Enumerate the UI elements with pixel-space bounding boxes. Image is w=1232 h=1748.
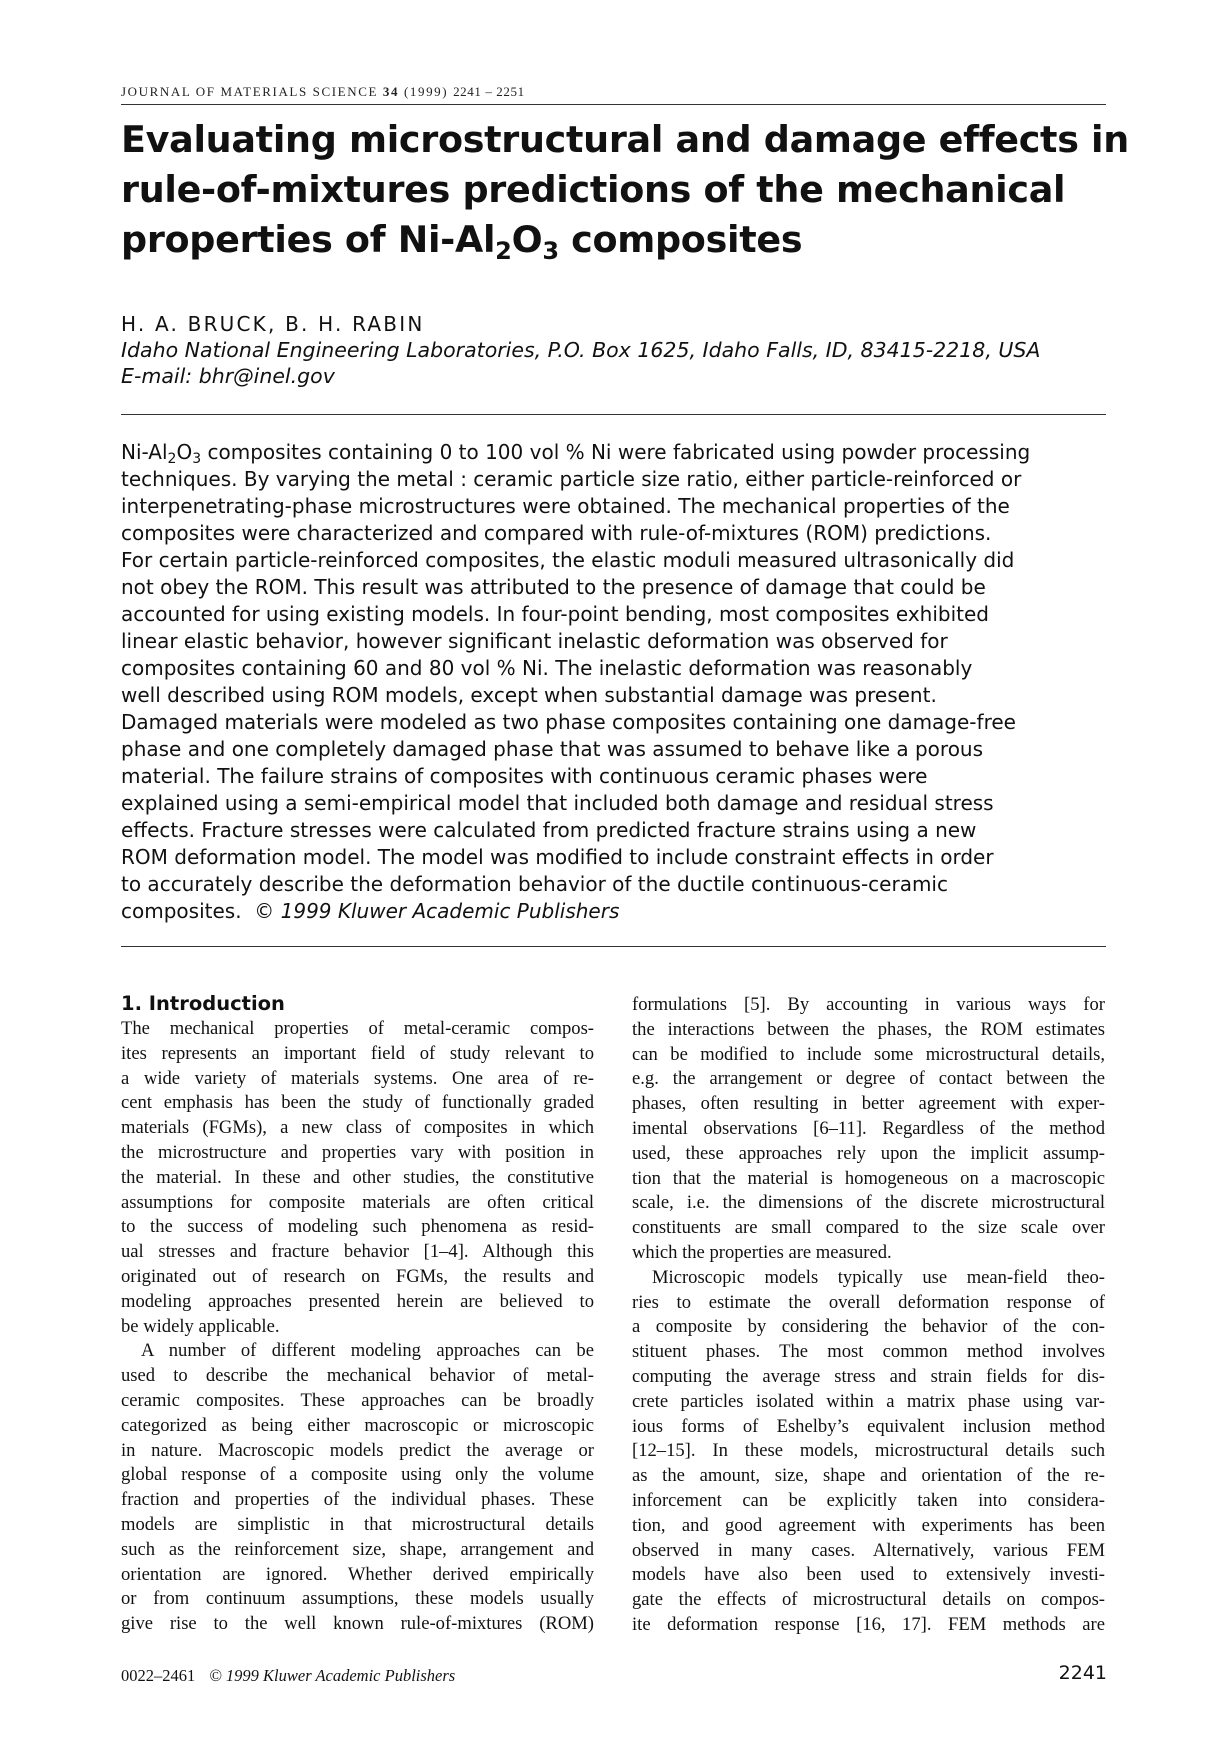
abstract-line <box>121 898 1111 925</box>
journal-pages: 2241 – 2251 <box>453 84 525 99</box>
body-line: originated out of research on FGMs, the results and <box>121 1265 594 1287</box>
abstract-line: composites containing 60 and 80 vol % Ni. The inelastic deformation was reasonably <box>121 656 973 680</box>
body-line: assumptions for composite materials are often critical <box>121 1191 594 1213</box>
title-text: composites <box>558 218 803 261</box>
body-line: the interactions between the phases, the ROM estimates <box>632 1018 1105 1040</box>
abstract-line: effects. Fracture stresses were calculated from predicted fracture strains using a new <box>121 818 977 842</box>
body-line: tion, and good agreement with experiments has been <box>632 1514 1105 1536</box>
body-line: materials (FGMs), a new class of composites in which <box>121 1117 594 1139</box>
abstract-copyright: © 1999 Kluwer Academic Publishers <box>254 899 620 923</box>
body-line: observed in many cases. Alternatively, various FEM <box>632 1539 1105 1561</box>
body-line: to the success of modeling such phenomena as resid- <box>121 1216 594 1238</box>
title-text: properties of Ni-Al <box>121 218 496 261</box>
divider-bottom <box>121 946 1106 947</box>
abstract-line: well described using ROM models, except when substantial damage was present. <box>121 683 937 707</box>
right-column <box>632 993 1105 1638</box>
body-line: categorized as being either macroscopic or microscopic <box>121 1414 594 1436</box>
body-line: crete particles isolated within a matrix phase using var- <box>632 1390 1105 1412</box>
body-line: Microscopic models typically use mean-field theo- <box>652 1266 1105 1288</box>
body-line: gate the effects of microstructural details on compos- <box>632 1589 1105 1611</box>
footer-publisher: © 1999 Kluwer Academic Publishers <box>209 1666 456 1685</box>
body-line: ceramic composites. These approaches can be broadly <box>121 1389 594 1411</box>
abstract-line: to accurately describe the deformation behavior of the ductile continuous-ceramic <box>121 872 948 896</box>
body-line: as the amount, size, shape and orientation of the re- <box>632 1465 1105 1487</box>
abstract-line: material. The failure strains of composites with continuous ceramic phases were <box>121 764 928 788</box>
abstract-line: ROM deformation model. The model was modified to include constraint effects in order <box>121 845 994 869</box>
abstract-line: linear elastic behavior, however significant inelastic deformation was observed for <box>121 629 948 653</box>
body-line: orientation are ignored. Whether derived empirically <box>121 1563 594 1585</box>
body-line: ries to estimate the overall deformation response of <box>632 1291 1105 1313</box>
body-line: models are simplistic in that microstructural details <box>121 1513 594 1535</box>
body-line: The mechanical properties of metal-ceramic compos- <box>121 1018 594 1039</box>
abstract-line: For certain particle-reinforced composites, the elastic moduli measured ultrasonically did <box>121 548 1015 572</box>
body-line: which the properties are measured. <box>632 1241 892 1263</box>
body-line: a composite by considering the behavior of the con- <box>632 1316 1105 1338</box>
abstract-text: Ni-Al <box>121 440 168 464</box>
abstract-line: interpenetrating-phase microstructures were obtained. The mechanical properties of the <box>121 494 1010 518</box>
body-line: ious forms of Eshelby’s equivalent inclusion method <box>632 1415 1105 1437</box>
authors: H. A. BRUCK, B. H. RABIN <box>121 312 425 336</box>
body-line: modeling approaches presented herein are believed to <box>121 1290 594 1312</box>
body-line: can be modified to include some microstructural details, <box>632 1043 1105 1065</box>
body-line: ual stresses and fracture behavior [1–4]. Although this <box>121 1241 594 1263</box>
abstract-subscript: 3 <box>192 451 202 467</box>
title-subscript: 3 <box>542 237 559 265</box>
footer-issn <box>121 1666 455 1686</box>
body-line: models have also been used to extensively investi- <box>632 1564 1105 1586</box>
title-line-1: Evaluating microstructural and damage effects in <box>121 118 1129 161</box>
body-line: ites represents an important field of study relevant to <box>121 1042 594 1064</box>
title-line-3 <box>121 215 1111 265</box>
abstract-text: O <box>176 440 193 464</box>
body-line: tion that the material is homogeneous on a macroscopic <box>632 1167 1105 1189</box>
abstract-line: explained using a semi-empirical model that included both damage and residual stress <box>121 791 994 815</box>
abstract-line: Damaged materials were modeled as two phase composites containing one damage-free <box>121 710 1016 734</box>
body-line: in nature. Macroscopic models predict the average or <box>121 1439 594 1461</box>
abstract-line <box>121 439 1111 466</box>
body-line: inforcement can be explicitly taken into considera- <box>632 1489 1105 1511</box>
body-line: a wide variety of materials systems. One area of re- <box>121 1067 594 1089</box>
body-line: cent emphasis has been the study of functionally graded <box>121 1092 594 1114</box>
body-line: or from continuum assumptions, these models usually <box>121 1588 594 1610</box>
abstract <box>121 439 1111 925</box>
body-line: used, these approaches rely upon the implicit assump- <box>632 1142 1105 1164</box>
section-heading: 1. Introduction <box>121 992 285 1015</box>
body-line: such as the reinforcement size, shape, arrangement and <box>121 1538 594 1560</box>
body-line: fraction and properties of the individual phases. These <box>121 1489 594 1511</box>
body-line: formulations [5]. By accounting in various ways for <box>632 994 1105 1015</box>
abstract-line: accounted for using existing models. In four-point bending, most composites exhibited <box>121 602 989 626</box>
body-line: stituent phases. The most common method involves <box>632 1341 1105 1363</box>
journal-name: JOURNAL OF MATERIALS SCIENCE <box>121 84 379 99</box>
body-line: the microstructure and properties vary with position in <box>121 1141 594 1163</box>
body-line: A number of different modeling approaches can be <box>141 1340 594 1362</box>
page-number: 2241 <box>1058 1662 1107 1684</box>
title-subscript: 2 <box>495 237 512 265</box>
body-line: imental observations [6–11]. Regardless of the method <box>632 1117 1105 1139</box>
email-address[interactable]: E-mail: bhr@inel.gov <box>121 364 335 388</box>
divider-top <box>121 414 1106 415</box>
abstract-line: techniques. By varying the metal : ceramic particle size ratio, either particle-reinforced or <box>121 467 1022 491</box>
body-line: ite deformation response [16, 17]. FEM methods are <box>632 1613 1105 1635</box>
running-head <box>121 84 1106 105</box>
body-line: give rise to the well known rule-of-mixtures (ROM) <box>121 1613 594 1635</box>
body-line: scale, i.e. the dimensions of the discrete microstructural <box>632 1192 1105 1214</box>
body-line: constituents are small compared to the size scale over <box>632 1217 1105 1239</box>
body-line: phases, often resulting in better agreement with exper- <box>632 1093 1105 1115</box>
abstract-subscript: 2 <box>167 451 177 467</box>
issn-code: 0022–2461 <box>121 1666 196 1685</box>
affiliation: Idaho National Engineering Laboratories, P.O. Box 1625, Idaho Falls, ID, 83415-2218, USA <box>121 338 1041 362</box>
body-line: [12–15]. In these models, microstructural details such <box>632 1440 1105 1462</box>
body-line: used to describe the mechanical behavior of metal- <box>121 1365 594 1387</box>
abstract-text: composites. <box>121 899 242 923</box>
journal-year: (1999) <box>403 84 449 99</box>
body-line: be widely applicable. <box>121 1315 280 1337</box>
journal-volume: 34 <box>382 84 400 99</box>
title-text: O <box>511 218 543 261</box>
left-column <box>121 993 594 1637</box>
body-line: e.g. the arrangement or degree of contact between the <box>632 1068 1105 1090</box>
title-line-2: rule-of-mixtures predictions of the mechanical <box>121 168 1066 211</box>
abstract-text: composites containing 0 to 100 vol % Ni were fabricated using powder processing <box>201 440 1031 464</box>
body-line: computing the average stress and strain fields for dis- <box>632 1365 1105 1387</box>
body-line: global response of a composite using only the volume <box>121 1464 594 1486</box>
abstract-line: not obey the ROM. This result was attributed to the presence of damage that could be <box>121 575 986 599</box>
paper-title <box>121 115 1129 265</box>
body-line: the material. In these and other studies, the constitutive <box>121 1166 594 1188</box>
abstract-line: composites were characterized and compared with rule-of-mixtures (ROM) predictions. <box>121 521 992 545</box>
abstract-line: phase and one completely damaged phase that was assumed to behave like a porous <box>121 737 984 761</box>
